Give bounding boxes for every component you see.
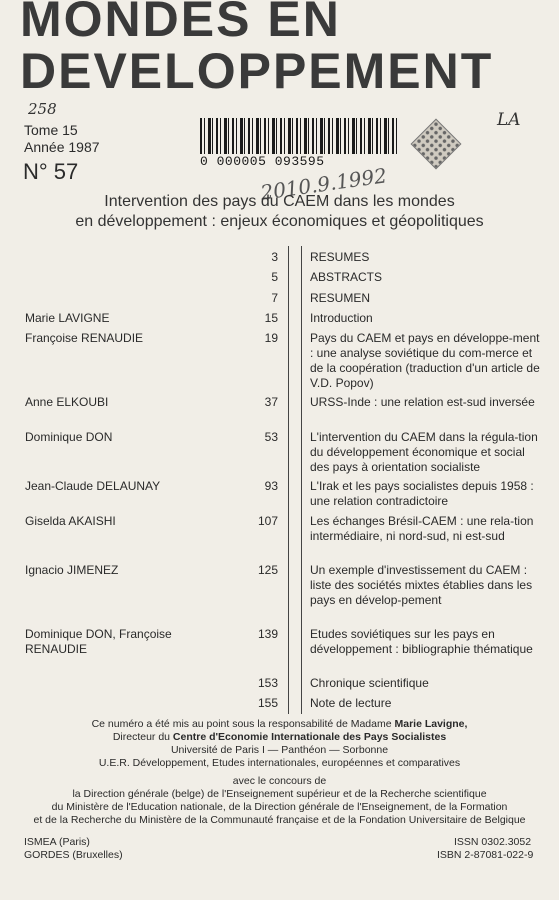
barcode-bars	[200, 118, 400, 154]
toc-page: 3	[271, 250, 278, 264]
toc-title: L'Irak et les pays socialistes depuis 1958 : une relation contradictoire	[310, 479, 534, 508]
journal-title	[20, 0, 494, 99]
toc-title: Note de lecture	[310, 696, 392, 710]
toc-page: 155	[257, 696, 278, 710]
toc-page: 19	[264, 331, 278, 345]
footer-responsibility-text: Ce numéro a été mis au point sous la responsabilité de Madame	[91, 718, 395, 730]
toc-page: 37	[264, 395, 278, 409]
toc-divider-left	[288, 246, 289, 714]
barcode-digits: 0 000005 093595	[200, 154, 325, 169]
toc-title: Introduction	[310, 311, 373, 325]
footer-responsibility	[0, 718, 559, 731]
toc-divider-right	[301, 246, 302, 714]
toc-author: Marie LAVIGNE	[25, 311, 110, 325]
toc-title: Etudes soviétiques sur les pays en développement : bibliographie thématique	[310, 627, 533, 656]
toc-author: Anne ELKOUBI	[25, 395, 109, 409]
toc-title: Chronique scientifique	[310, 676, 429, 690]
publisher-brussels: GORDES (Bruxelles)	[24, 849, 123, 861]
toc-page: 153	[257, 676, 278, 690]
toc-page: 15	[264, 311, 278, 325]
handwritten-shelf-number: 258	[28, 100, 57, 118]
toc-page: 5	[271, 270, 278, 284]
toc-page: 125	[257, 563, 278, 577]
footer-director-centre: Centre d'Economie Internationale des Pays Socialistes	[172, 731, 447, 743]
journal-title-line1: MONDES EN	[20, 0, 341, 47]
issue-year: Année 1987	[24, 139, 100, 155]
publisher-paris: ISMEA (Paris)	[24, 836, 90, 848]
handwritten-corner-note: LA	[497, 110, 521, 130]
toc-author: Ignacio JIMENEZ	[25, 563, 119, 577]
issue-subtitle-line2: en développement : enjeux économiques et géopolitiques	[75, 213, 484, 230]
footer-support-line2: du Ministère de l'Education nationale, de la Direction générale de l'Enseignement, de la Formation	[51, 801, 508, 813]
toc-title: RESUMEN	[310, 291, 371, 305]
footer-director	[0, 731, 559, 744]
toc-title: Les échanges Brésil-CAEM : une rela-tion intermédiaire, ni nord-sud, ni est-sud	[310, 514, 534, 543]
barcode	[200, 118, 405, 170]
footer-university: Université de Paris I — Panthéon — Sorbonne	[170, 744, 389, 756]
toc-title: Pays du CAEM et pays en développe-ment : une analyse soviétique du com-merce et de la coopération (traduction d'un article de V.D. Popov)	[310, 331, 540, 390]
toc-author: Jean-Claude DELAUNAY	[25, 479, 161, 493]
isbn: ISBN 2-87081-022-9	[437, 849, 534, 861]
toc-page: 139	[257, 627, 278, 641]
issue-tome: Tome 15	[24, 122, 78, 138]
toc-title: URSS-Inde : une relation est-sud inversée	[310, 395, 535, 409]
toc-page: 53	[264, 430, 278, 444]
toc-title: RESUMES	[310, 250, 370, 264]
handwritten-date-stamp: 2010.9.1992	[258, 163, 389, 205]
footer-uer: U.E.R. Développement, Etudes internationales, européennes et comparatives	[98, 757, 461, 769]
footer-responsibility-name: Marie Lavigne,	[394, 718, 468, 730]
issue-subtitle-line1: Intervention des pays du CAEM dans les mondes	[104, 193, 455, 210]
toc-title: ABSTRACTS	[310, 270, 383, 284]
toc-author: Dominique DON	[25, 430, 113, 444]
footer-support-line3: et de la Recherche du Ministère de la Communauté française et de la Fondation Universitaire de Belgique	[33, 814, 526, 826]
footer-support: avec le concours de	[232, 775, 327, 787]
footer-director-text: Directeur du	[112, 731, 173, 743]
toc-author: Giselda AKAISHI	[25, 514, 116, 528]
issue-number: N° 57	[23, 159, 79, 184]
footer-support-line1: la Direction générale (belge) de l'Enseignement supérieur et de la Recherche scientifique	[72, 788, 487, 800]
toc-page: 7	[271, 291, 278, 305]
toc-page: 107	[257, 514, 278, 528]
toc-title: L'intervention du CAEM dans la régula-tion du développement économique et social des pays à orientation socialiste	[310, 430, 538, 474]
issn: ISSN 0302.3052	[454, 836, 532, 848]
publisher-logo-icon	[411, 119, 462, 170]
toc-author: Françoise RENAUDIE	[25, 331, 144, 345]
toc-page: 93	[264, 479, 278, 493]
toc-author: Dominique DON, Françoise RENAUDIE	[25, 627, 172, 656]
toc-title: Un exemple d'investissement du CAEM : liste des sociétés mixtes établies dans les pays en dévelop-pement	[310, 563, 533, 607]
journal-title-line2: DEVELOPPEMENT	[20, 43, 494, 99]
